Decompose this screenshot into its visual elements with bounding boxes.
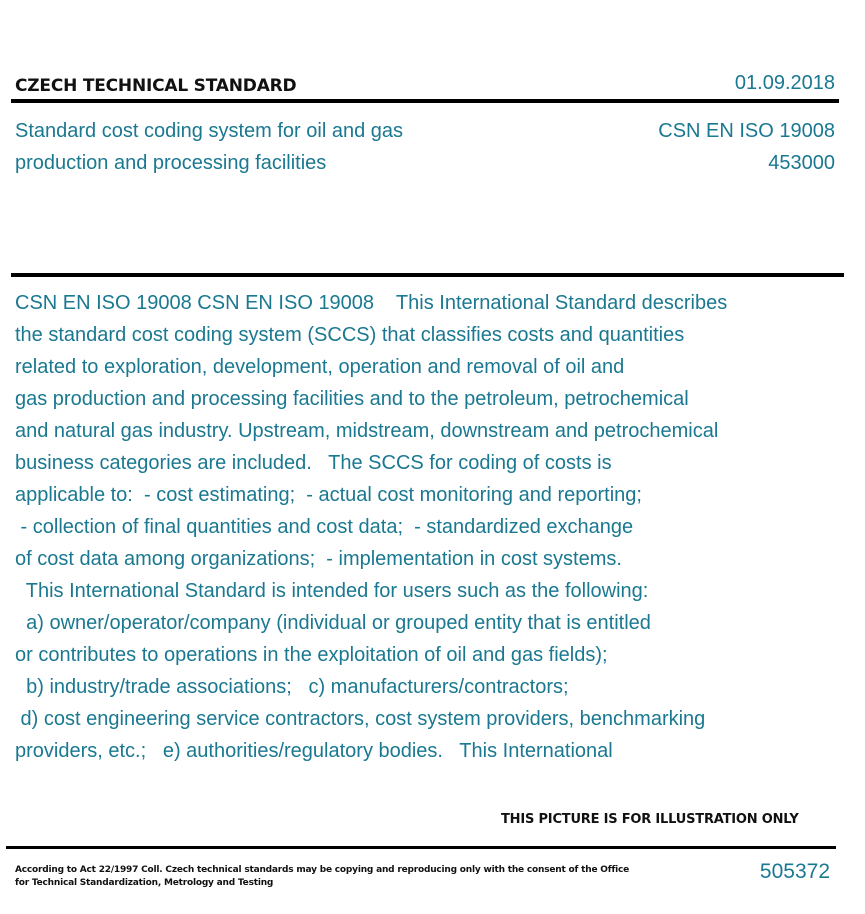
classification-code: 453000 — [768, 152, 835, 174]
middle-rule — [11, 273, 844, 277]
abstract-line: providers, etc.; e) authorities/regulatory bodies. This International — [15, 740, 613, 762]
abstract-line: related to exploration, development, operation and removal of oil and — [15, 356, 625, 378]
abstract-line: - collection of final quantities and cost data; - standardized exchange — [15, 516, 634, 538]
abstract-line: This International Standard is intended for users such as the following: — [15, 580, 649, 602]
illustration-notice: THIS PICTURE IS FOR ILLUSTRATION ONLY — [501, 812, 799, 827]
abstract-line: or contributes to operations in the exploitation of oil and gas fields); — [15, 644, 608, 666]
abstract-line: of cost data among organizations; - implementation in cost systems. — [15, 548, 622, 570]
standard-code: CSN EN ISO 19008 — [658, 120, 835, 142]
header-label: CZECH TECHNICAL STANDARD — [15, 76, 297, 96]
issue-date: 01.09.2018 — [734, 72, 835, 94]
standard-code-block — [658, 115, 835, 179]
abstract-line: CSN EN ISO 19008 CSN EN ISO 19008 This International Standard describes — [15, 292, 728, 314]
legal-line: for Technical Standardization, Metrology and Testing — [15, 878, 274, 888]
abstract-line: d) cost engineering service contractors, cost system providers, benchmarking — [15, 708, 706, 730]
abstract-line: gas production and processing facilities and to the petroleum, petrochemical — [15, 388, 689, 410]
abstract-line: a) owner/operator/company (individual or grouped entity that is entitled — [15, 612, 651, 634]
top-rule — [11, 99, 839, 103]
legal-line: According to Act 22/1997 Coll. Czech technical standards may be copying and reproducing only with the consent of the Office — [15, 865, 630, 875]
standard-title-line: production and processing facilities — [15, 152, 327, 174]
abstract-text — [15, 287, 835, 767]
standard-title-line: Standard cost coding system for oil and gas — [15, 120, 403, 142]
document-id: 505372 — [759, 860, 830, 883]
abstract-line: business categories are included. The SCCS for coding of costs is — [15, 452, 612, 474]
abstract-line: applicable to: - cost estimating; - actual cost monitoring and reporting; — [15, 484, 642, 506]
abstract-line: the standard cost coding system (SCCS) that classifies costs and quantities — [15, 324, 685, 346]
standard-title — [15, 115, 403, 179]
bottom-rule — [6, 846, 836, 849]
legal-notice — [15, 864, 629, 890]
abstract-line: b) industry/trade associations; c) manufacturers/contractors; — [15, 676, 569, 698]
abstract-line: and natural gas industry. Upstream, midstream, downstream and petrochemical — [15, 420, 719, 442]
